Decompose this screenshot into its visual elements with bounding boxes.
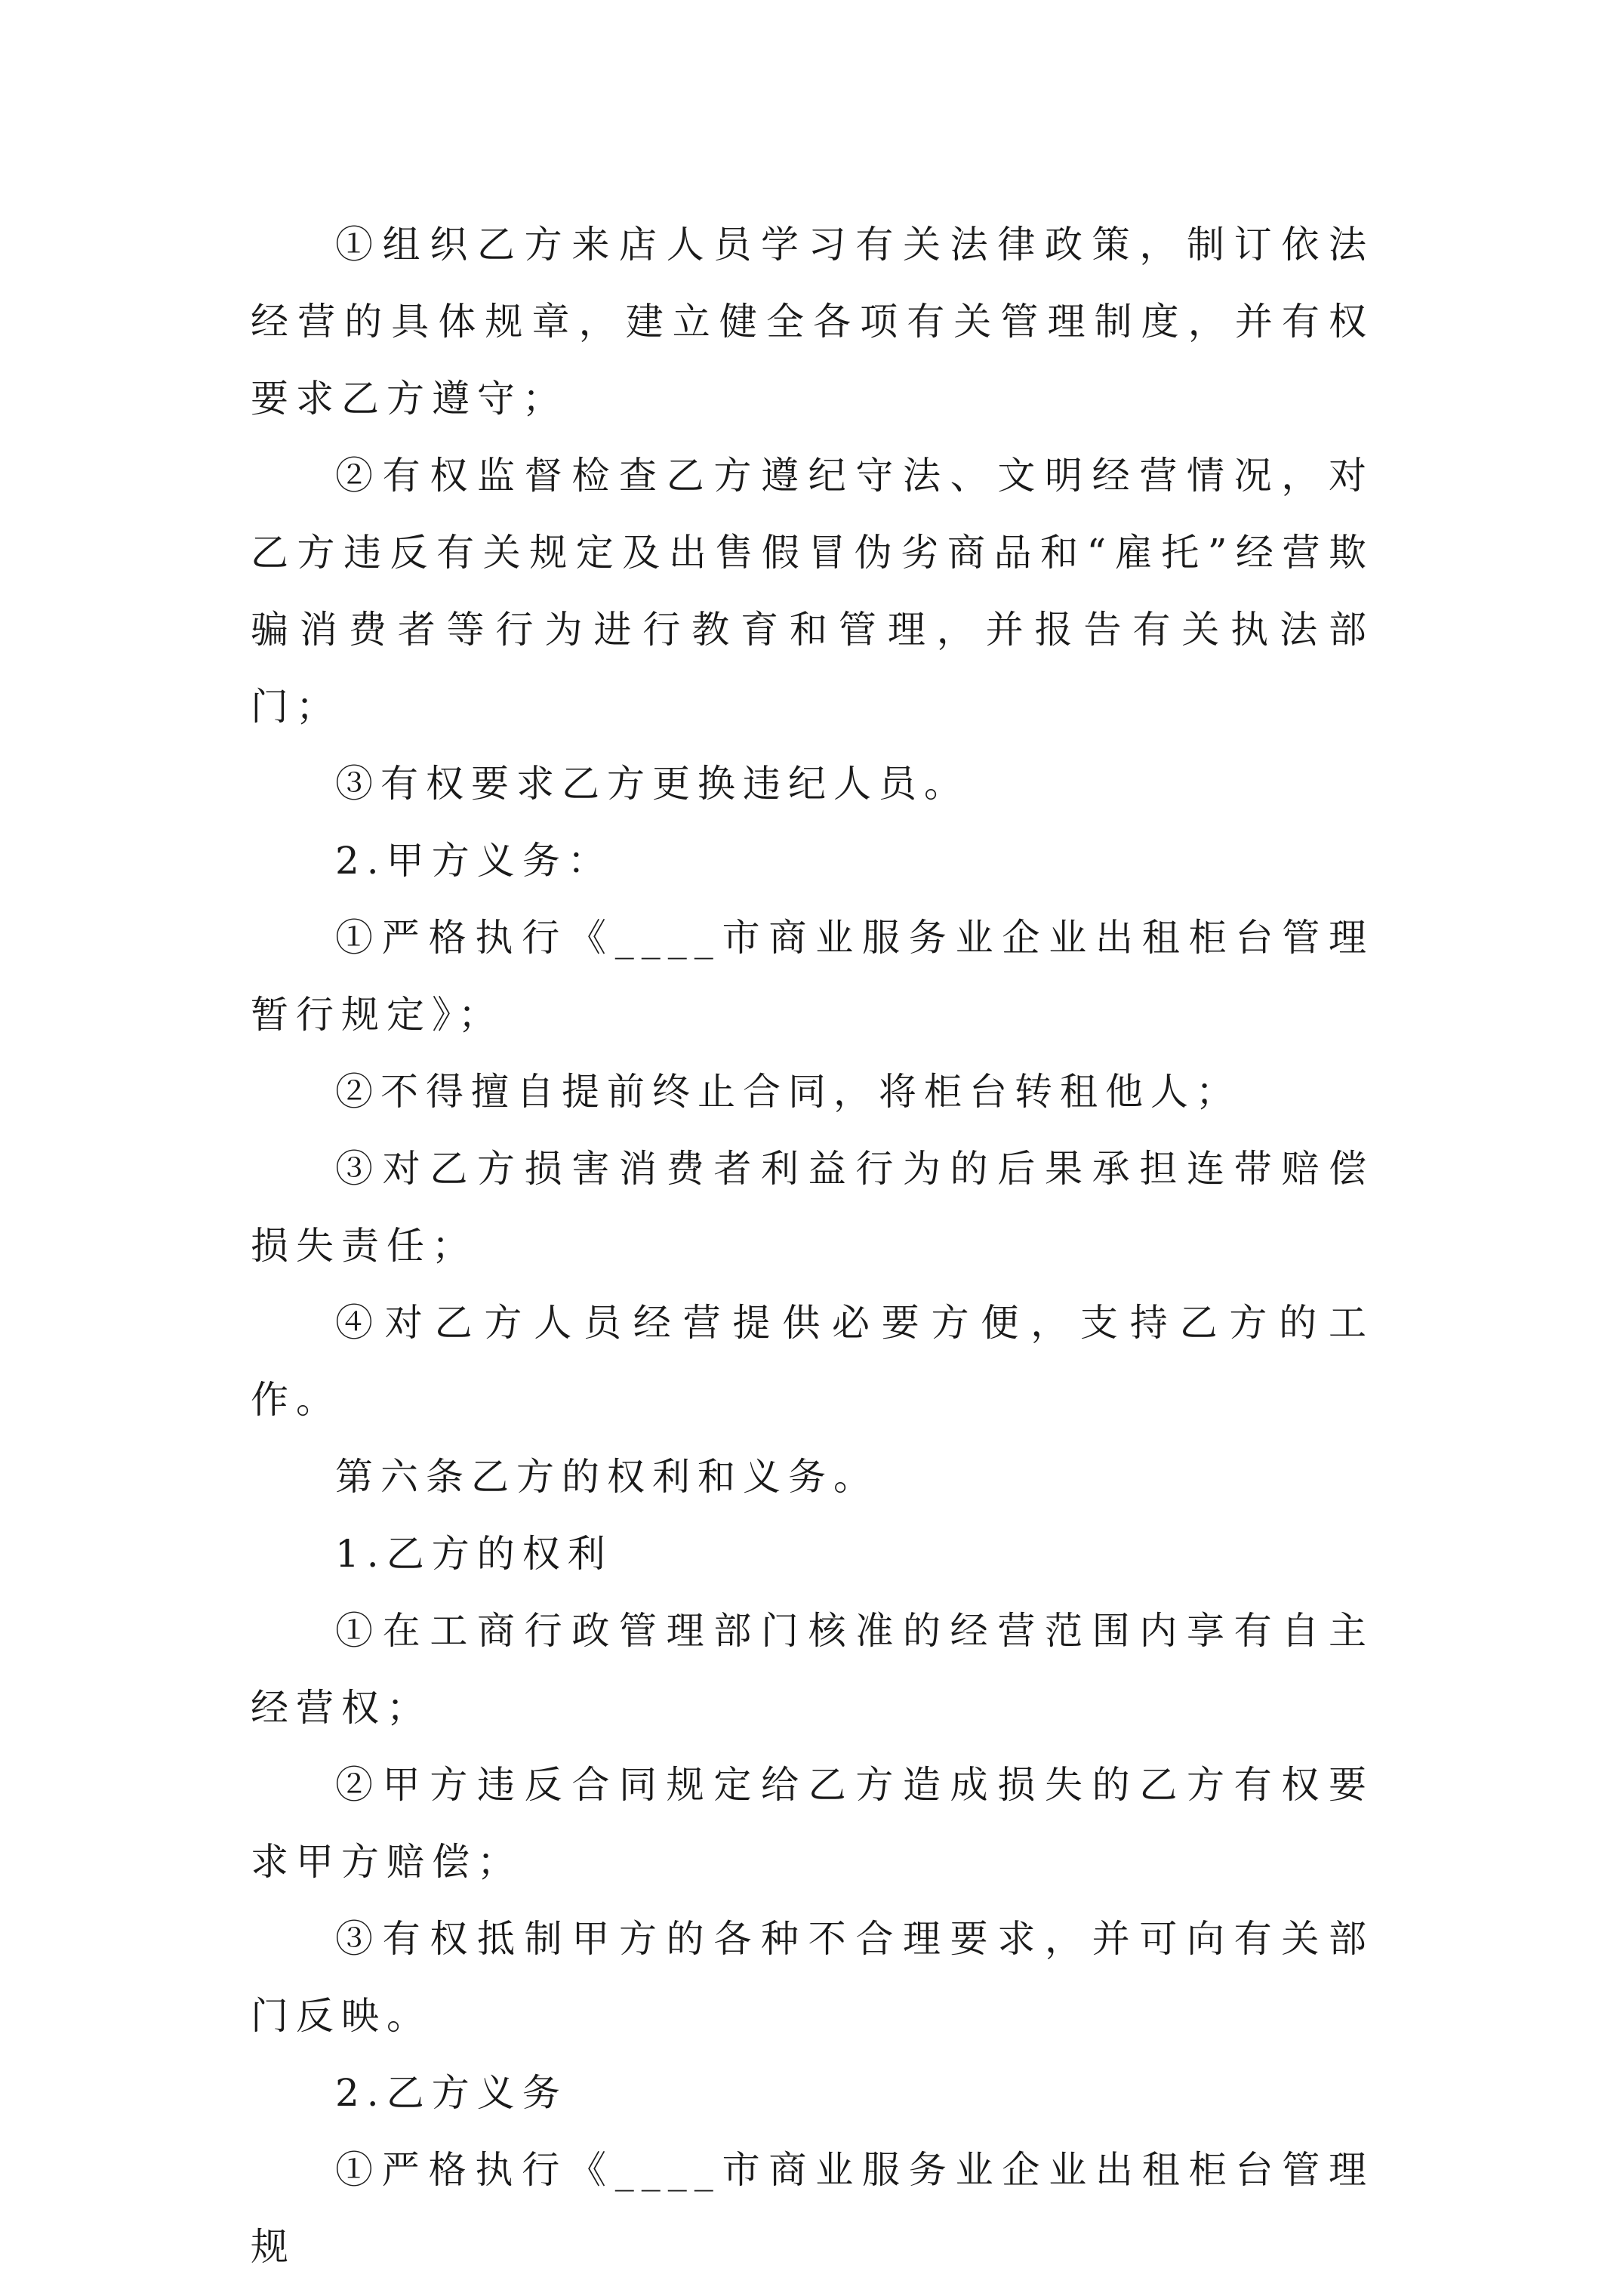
section-heading: 2.乙方义务 xyxy=(335,2071,568,2115)
paragraph: ③对乙方损害消费者利益行为的后果承担连带赔偿损失责任； xyxy=(251,1147,1374,1268)
paragraph: ④对乙方人员经营提供必要方便，支持乙方的工作。 xyxy=(251,1301,1374,1422)
paragraph: ③有权要求乙方更换违纪人员。 xyxy=(335,762,969,806)
document-body xyxy=(251,206,1374,2285)
paragraph: ①在工商行政管理部门核准的经营范围内享有自主经营权； xyxy=(251,1609,1374,1730)
paragraph: ①严格执行《____市商业服务业企业出租柜台管理暂行规定》； xyxy=(251,916,1374,1037)
article-heading: 第六条乙方的权利和义务。 xyxy=(335,1455,879,1499)
section-heading: 1.乙方的权利 xyxy=(335,1532,613,1576)
paragraph: ②甲方违反合同规定给乙方造成损失的乙方有权要求甲方赔偿； xyxy=(251,1763,1374,1884)
paragraph: ①组织乙方来店人员学习有关法律政策，制订依法经营的具体规章，建立健全各项有关管理制度，并有权要求乙方遵守； xyxy=(251,223,1374,421)
paragraph: ②有权监督检查乙方遵纪守法、文明经营情况，对乙方违反有关规定及出售假冒伪劣商品和“雇托”经营欺骗消费者等行为进行教育和管理，并报告有关执法部门； xyxy=(251,454,1374,729)
section-heading: 2.甲方义务： xyxy=(335,839,613,883)
paragraph: ②不得擅自提前终止合同，将柜台转租他人； xyxy=(335,1070,1241,1114)
paragraph: ③有权抵制甲方的各种不合理要求，并可向有关部门反映。 xyxy=(251,1917,1374,2038)
paragraph: ①严格执行《____市商业服务业企业出租柜台管理规 xyxy=(251,2148,1374,2269)
